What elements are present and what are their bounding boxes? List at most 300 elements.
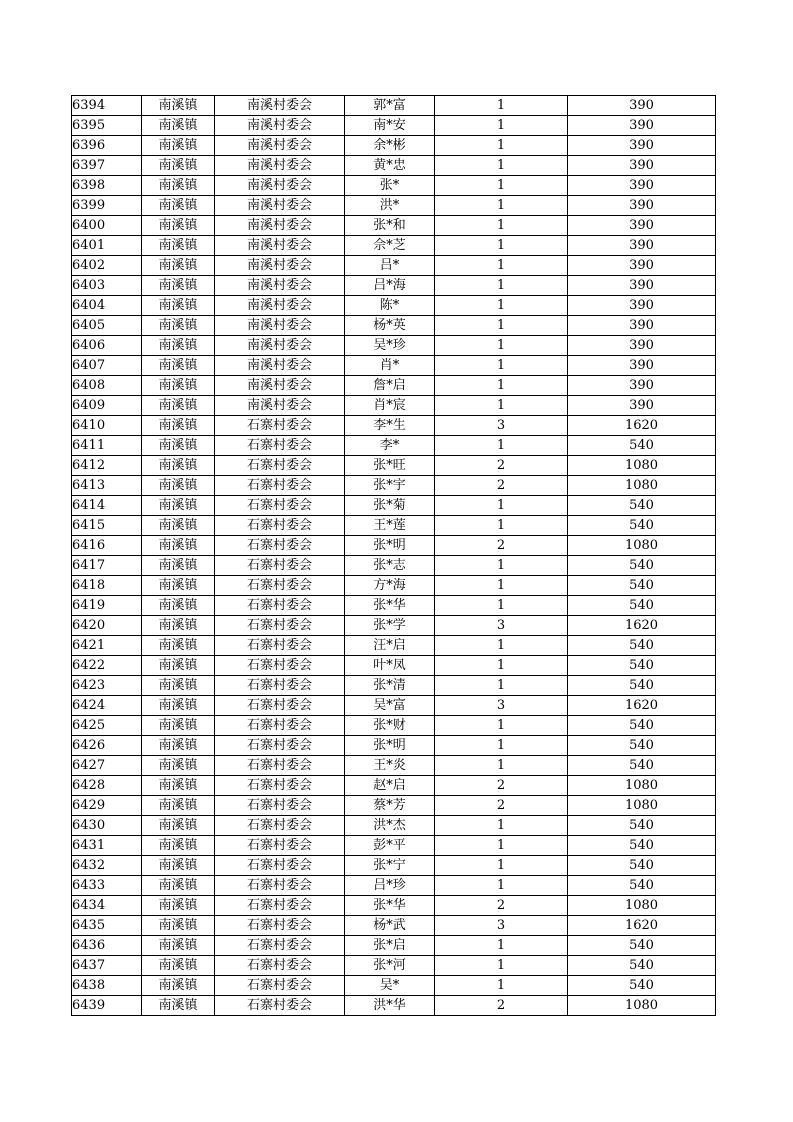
name-cell: 黄*忠 [345,156,435,176]
table-row [72,296,716,316]
row-id-cell: 6401 [72,236,142,256]
village-cell: 石寨村委会 [215,716,345,736]
name-cell: 张*菊 [345,496,435,516]
amount-cell: 540 [568,576,716,596]
count-cell: 2 [435,456,568,476]
table-row [72,196,716,216]
village-cell: 南溪村委会 [215,296,345,316]
village-cell: 石寨村委会 [215,736,345,756]
table-row [72,756,716,776]
table-row [72,396,716,416]
count-cell: 1 [435,936,568,956]
table-row [72,316,716,336]
village-cell: 石寨村委会 [215,776,345,796]
table-row [72,996,716,1016]
town-cell: 南溪镇 [142,936,215,956]
row-id-cell: 6395 [72,116,142,136]
row-id-cell: 6413 [72,476,142,496]
name-cell: 肖*宸 [345,396,435,416]
village-cell: 石寨村委会 [215,816,345,836]
table-row [72,636,716,656]
village-cell: 南溪村委会 [215,396,345,416]
village-cell: 石寨村委会 [215,936,345,956]
row-id-cell: 6430 [72,816,142,836]
amount-cell: 540 [568,836,716,856]
count-cell: 1 [435,636,568,656]
table-row [72,936,716,956]
town-cell: 南溪镇 [142,556,215,576]
name-cell: 杨*英 [345,316,435,336]
town-cell: 南溪镇 [142,776,215,796]
count-cell: 2 [435,536,568,556]
table-row [72,976,716,996]
table-row [72,436,716,456]
table-row [72,256,716,276]
table-row [72,576,716,596]
row-id-cell: 6437 [72,956,142,976]
name-cell: 张*清 [345,676,435,696]
village-cell: 南溪村委会 [215,256,345,276]
count-cell: 1 [435,116,568,136]
row-id-cell: 6435 [72,916,142,936]
name-cell: 佘*芝 [345,236,435,256]
row-id-cell: 6394 [72,96,142,116]
amount-cell: 390 [568,276,716,296]
name-cell: 吴* [345,976,435,996]
count-cell: 3 [435,696,568,716]
table-row [72,836,716,856]
town-cell: 南溪镇 [142,676,215,696]
village-cell: 石寨村委会 [215,836,345,856]
village-cell: 石寨村委会 [215,796,345,816]
amount-cell: 390 [568,116,716,136]
town-cell: 南溪镇 [142,816,215,836]
village-cell: 石寨村委会 [215,536,345,556]
table-row [72,376,716,396]
row-id-cell: 6402 [72,256,142,276]
name-cell: 叶*凤 [345,656,435,676]
count-cell: 1 [435,756,568,776]
row-id-cell: 6407 [72,356,142,376]
name-cell: 张*华 [345,896,435,916]
name-cell: 张*华 [345,596,435,616]
name-cell: 张*财 [345,716,435,736]
table-row [72,236,716,256]
row-id-cell: 6415 [72,516,142,536]
row-id-cell: 6432 [72,856,142,876]
table-row [72,336,716,356]
count-cell: 1 [435,96,568,116]
amount-cell: 540 [568,816,716,836]
village-cell: 石寨村委会 [215,956,345,976]
name-cell: 蔡*芳 [345,796,435,816]
town-cell: 南溪镇 [142,496,215,516]
count-cell: 1 [435,136,568,156]
amount-cell: 1080 [568,536,716,556]
count-cell: 2 [435,476,568,496]
amount-cell: 540 [568,636,716,656]
count-cell: 1 [435,196,568,216]
amount-cell: 390 [568,96,716,116]
table-row [72,536,716,556]
count-cell: 1 [435,816,568,836]
town-cell: 南溪镇 [142,876,215,896]
table-row [72,216,716,236]
table-row [72,656,716,676]
table-row [72,136,716,156]
count-cell: 1 [435,316,568,336]
table-row [72,556,716,576]
village-cell: 石寨村委会 [215,496,345,516]
town-cell: 南溪镇 [142,216,215,236]
roster-table [71,95,716,1016]
name-cell: 赵*启 [345,776,435,796]
town-cell: 南溪镇 [142,976,215,996]
count-cell: 1 [435,496,568,516]
name-cell: 张*旺 [345,456,435,476]
row-id-cell: 6423 [72,676,142,696]
village-cell: 石寨村委会 [215,676,345,696]
town-cell: 南溪镇 [142,116,215,136]
name-cell: 吕* [345,256,435,276]
amount-cell: 390 [568,356,716,376]
table-row [72,696,716,716]
amount-cell: 1080 [568,776,716,796]
village-cell: 石寨村委会 [215,756,345,776]
table-row [72,496,716,516]
name-cell: 张*宇 [345,476,435,496]
count-cell: 1 [435,856,568,876]
village-cell: 石寨村委会 [215,656,345,676]
amount-cell: 540 [568,656,716,676]
amount-cell: 540 [568,496,716,516]
table-row [72,416,716,436]
amount-cell: 1080 [568,476,716,496]
village-cell: 石寨村委会 [215,456,345,476]
amount-cell: 390 [568,216,716,236]
row-id-cell: 6419 [72,596,142,616]
table-row [72,856,716,876]
count-cell: 1 [435,576,568,596]
count-cell: 1 [435,676,568,696]
count-cell: 1 [435,716,568,736]
village-cell: 石寨村委会 [215,576,345,596]
name-cell: 王*炎 [345,756,435,776]
town-cell: 南溪镇 [142,276,215,296]
village-cell: 石寨村委会 [215,896,345,916]
row-id-cell: 6439 [72,996,142,1016]
name-cell: 张*明 [345,736,435,756]
amount-cell: 540 [568,596,716,616]
table-row [72,456,716,476]
name-cell: 张*宁 [345,856,435,876]
name-cell: 张*明 [345,536,435,556]
table-row [72,816,716,836]
row-id-cell: 6410 [72,416,142,436]
town-cell: 南溪镇 [142,856,215,876]
count-cell: 3 [435,416,568,436]
row-id-cell: 6404 [72,296,142,316]
town-cell: 南溪镇 [142,176,215,196]
town-cell: 南溪镇 [142,896,215,916]
count-cell: 1 [435,656,568,676]
table-row [72,776,716,796]
row-id-cell: 6436 [72,936,142,956]
row-id-cell: 6427 [72,756,142,776]
amount-cell: 1080 [568,456,716,476]
count-cell: 1 [435,876,568,896]
count-cell: 1 [435,976,568,996]
town-cell: 南溪镇 [142,996,215,1016]
town-cell: 南溪镇 [142,456,215,476]
table-row [72,796,716,816]
name-cell: 彭*平 [345,836,435,856]
amount-cell: 1080 [568,796,716,816]
village-cell: 南溪村委会 [215,336,345,356]
village-cell: 南溪村委会 [215,196,345,216]
row-id-cell: 6412 [72,456,142,476]
amount-cell: 390 [568,376,716,396]
village-cell: 石寨村委会 [215,616,345,636]
town-cell: 南溪镇 [142,356,215,376]
name-cell: 陈* [345,296,435,316]
name-cell: 吕*珍 [345,876,435,896]
village-cell: 石寨村委会 [215,516,345,536]
name-cell: 南*安 [345,116,435,136]
amount-cell: 1620 [568,696,716,716]
row-id-cell: 6405 [72,316,142,336]
name-cell: 张*和 [345,216,435,236]
amount-cell: 540 [568,856,716,876]
name-cell: 吴*珍 [345,336,435,356]
name-cell: 肖* [345,356,435,376]
row-id-cell: 6400 [72,216,142,236]
town-cell: 南溪镇 [142,316,215,336]
count-cell: 1 [435,276,568,296]
row-id-cell: 6434 [72,896,142,916]
town-cell: 南溪镇 [142,396,215,416]
table-row [72,356,716,376]
town-cell: 南溪镇 [142,136,215,156]
table-row [72,956,716,976]
name-cell: 郭*富 [345,96,435,116]
village-cell: 南溪村委会 [215,216,345,236]
name-cell: 洪*杰 [345,816,435,836]
count-cell: 1 [435,176,568,196]
table-row [72,276,716,296]
amount-cell: 390 [568,256,716,276]
name-cell: 方*海 [345,576,435,596]
row-id-cell: 6438 [72,976,142,996]
table-row [72,716,716,736]
count-cell: 1 [435,556,568,576]
amount-cell: 540 [568,516,716,536]
town-cell: 南溪镇 [142,656,215,676]
count-cell: 1 [435,396,568,416]
name-cell: 李* [345,436,435,456]
count-cell: 1 [435,256,568,276]
village-cell: 石寨村委会 [215,696,345,716]
amount-cell: 540 [568,956,716,976]
name-cell: 洪*华 [345,996,435,1016]
town-cell: 南溪镇 [142,476,215,496]
amount-cell: 390 [568,156,716,176]
table-row [72,156,716,176]
count-cell: 1 [435,296,568,316]
village-cell: 南溪村委会 [215,116,345,136]
town-cell: 南溪镇 [142,636,215,656]
village-cell: 石寨村委会 [215,436,345,456]
table-row [72,596,716,616]
name-cell: 张*启 [345,936,435,956]
row-id-cell: 6406 [72,336,142,356]
town-cell: 南溪镇 [142,956,215,976]
name-cell: 王*莲 [345,516,435,536]
count-cell: 2 [435,796,568,816]
row-id-cell: 6420 [72,616,142,636]
count-cell: 2 [435,996,568,1016]
row-id-cell: 6426 [72,736,142,756]
village-cell: 石寨村委会 [215,636,345,656]
name-cell: 杨*武 [345,916,435,936]
name-cell: 张* [345,176,435,196]
table-row [72,96,716,116]
town-cell: 南溪镇 [142,536,215,556]
village-cell: 南溪村委会 [215,96,345,116]
village-cell: 石寨村委会 [215,856,345,876]
count-cell: 1 [435,736,568,756]
row-id-cell: 6424 [72,696,142,716]
amount-cell: 540 [568,976,716,996]
town-cell: 南溪镇 [142,716,215,736]
count-cell: 1 [435,356,568,376]
amount-cell: 540 [568,756,716,776]
name-cell: 汪*启 [345,636,435,656]
amount-cell: 390 [568,296,716,316]
row-id-cell: 6428 [72,776,142,796]
table-row [72,896,716,916]
amount-cell: 390 [568,136,716,156]
name-cell: 李*生 [345,416,435,436]
town-cell: 南溪镇 [142,836,215,856]
name-cell: 张*河 [345,956,435,976]
town-cell: 南溪镇 [142,156,215,176]
row-id-cell: 6416 [72,536,142,556]
row-id-cell: 6421 [72,636,142,656]
village-cell: 南溪村委会 [215,356,345,376]
village-cell: 石寨村委会 [215,996,345,1016]
count-cell: 1 [435,836,568,856]
count-cell: 3 [435,616,568,636]
table-row [72,116,716,136]
town-cell: 南溪镇 [142,336,215,356]
village-cell: 南溪村委会 [215,276,345,296]
row-id-cell: 6397 [72,156,142,176]
amount-cell: 540 [568,736,716,756]
town-cell: 南溪镇 [142,436,215,456]
amount-cell: 390 [568,396,716,416]
town-cell: 南溪镇 [142,96,215,116]
row-id-cell: 6429 [72,796,142,816]
row-id-cell: 6403 [72,276,142,296]
amount-cell: 1620 [568,916,716,936]
town-cell: 南溪镇 [142,596,215,616]
village-cell: 石寨村委会 [215,476,345,496]
town-cell: 南溪镇 [142,916,215,936]
village-cell: 南溪村委会 [215,316,345,336]
village-cell: 石寨村委会 [215,876,345,896]
village-cell: 南溪村委会 [215,156,345,176]
row-id-cell: 6425 [72,716,142,736]
name-cell: 吕*海 [345,276,435,296]
amount-cell: 540 [568,556,716,576]
village-cell: 南溪村委会 [215,136,345,156]
amount-cell: 540 [568,876,716,896]
count-cell: 1 [435,436,568,456]
amount-cell: 1080 [568,896,716,916]
amount-cell: 540 [568,936,716,956]
name-cell: 张*志 [345,556,435,576]
village-cell: 石寨村委会 [215,976,345,996]
row-id-cell: 6399 [72,196,142,216]
count-cell: 1 [435,336,568,356]
town-cell: 南溪镇 [142,756,215,776]
row-id-cell: 6408 [72,376,142,396]
village-cell: 南溪村委会 [215,376,345,396]
name-cell: 詹*启 [345,376,435,396]
amount-cell: 390 [568,176,716,196]
row-id-cell: 6396 [72,136,142,156]
table-row [72,176,716,196]
amount-cell: 1080 [568,996,716,1016]
count-cell: 1 [435,596,568,616]
village-cell: 石寨村委会 [215,916,345,936]
count-cell: 2 [435,776,568,796]
count-cell: 3 [435,916,568,936]
row-id-cell: 6417 [72,556,142,576]
amount-cell: 390 [568,236,716,256]
roster-table-body [72,96,716,1016]
amount-cell: 1620 [568,416,716,436]
row-id-cell: 6411 [72,436,142,456]
name-cell: 张*学 [345,616,435,636]
name-cell: 余*彬 [345,136,435,156]
count-cell: 1 [435,956,568,976]
town-cell: 南溪镇 [142,576,215,596]
town-cell: 南溪镇 [142,796,215,816]
count-cell: 1 [435,376,568,396]
row-id-cell: 6422 [72,656,142,676]
town-cell: 南溪镇 [142,236,215,256]
count-cell: 2 [435,896,568,916]
table-row [72,736,716,756]
amount-cell: 1620 [568,616,716,636]
town-cell: 南溪镇 [142,256,215,276]
town-cell: 南溪镇 [142,616,215,636]
table-row [72,476,716,496]
row-id-cell: 6418 [72,576,142,596]
row-id-cell: 6398 [72,176,142,196]
village-cell: 南溪村委会 [215,176,345,196]
count-cell: 1 [435,236,568,256]
town-cell: 南溪镇 [142,196,215,216]
amount-cell: 540 [568,716,716,736]
town-cell: 南溪镇 [142,376,215,396]
amount-cell: 540 [568,436,716,456]
village-cell: 南溪村委会 [215,236,345,256]
village-cell: 石寨村委会 [215,556,345,576]
name-cell: 吴*富 [345,696,435,716]
